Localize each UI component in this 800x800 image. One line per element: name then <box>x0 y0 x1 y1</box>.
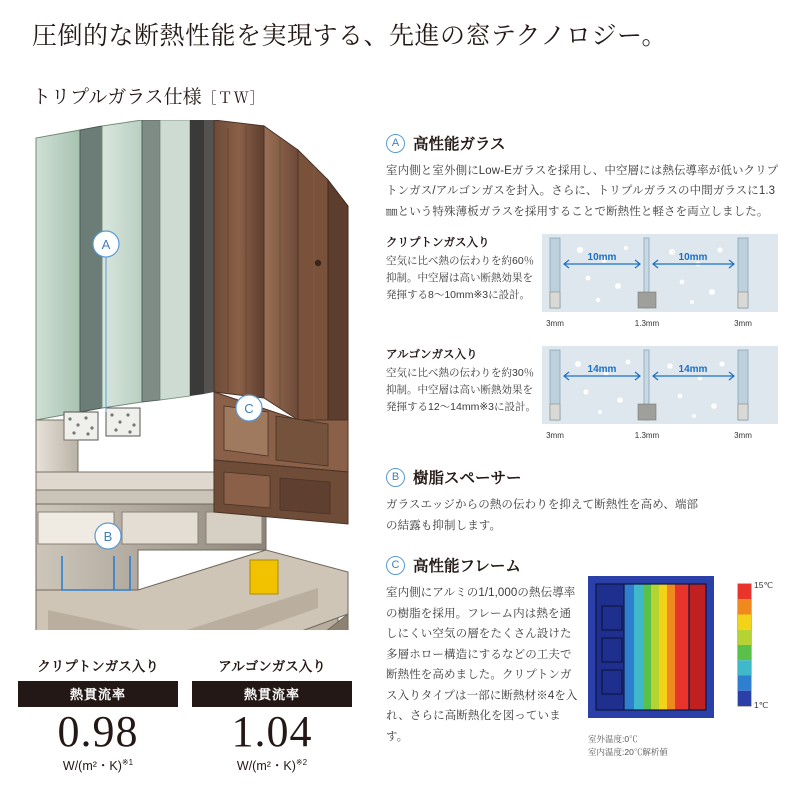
krypton-diagram <box>542 234 778 334</box>
value-card-note: ※1 <box>121 758 134 768</box>
subtitle-tag: ［ＴＷ］ <box>201 90 266 107</box>
value-card-krypton <box>18 655 178 774</box>
value-card-unit <box>192 756 352 774</box>
value-card-title: アルゴンガス入り <box>218 659 326 674</box>
krypton-desc: 空気に比べ熱の伝わりを約60％抑制。中空層は高い断熱効果を発揮する8〜10mm※3に設計。 <box>386 255 535 302</box>
argon-pane-label-1: 3mm <box>546 431 564 441</box>
marker-a-icon: A <box>386 134 405 153</box>
svg-text:C: C <box>244 401 254 416</box>
section-c <box>386 554 786 758</box>
callout-b-group <box>95 523 121 549</box>
krypton-block <box>386 234 786 334</box>
section-c-content <box>386 576 786 758</box>
value-card-band: 熱貫流率 <box>18 681 178 707</box>
window-cross-section-illustration <box>18 120 368 630</box>
krypton-gap-label-2: 10mm <box>678 252 708 264</box>
section-a <box>386 132 786 446</box>
section-b <box>386 466 786 536</box>
callout-c-group <box>236 395 262 421</box>
svg-text:A: A <box>101 237 111 252</box>
value-card-argon <box>192 655 352 774</box>
argon-pane-label-2: 1.3mm <box>634 431 660 441</box>
legend-bottom-label: 1℃ <box>754 700 769 711</box>
value-card-band: 熱貫流率 <box>192 681 352 707</box>
value-card-number: 1.04 <box>231 707 313 756</box>
value-card-number: 0.98 <box>57 707 139 756</box>
argon-diagram <box>542 346 778 446</box>
legend-top-label: 15℃ <box>754 580 774 591</box>
krypton-pane-label-2: 1.3mm <box>634 319 660 329</box>
value-card-title: クリプトンガス入り <box>37 659 159 674</box>
section-a-body: 室内側と室外側にLow-Eガラスを採用し、中空層には熱伝導率が低いクリプトンガス/アルゴンガスを封入。さらに、トリプルガラスの中間ガラスに1.3㎜という特殊薄板ガラスを採用することで断熱性と軽さを両立しました。 <box>386 165 779 218</box>
section-b-title: 樹脂スペーサー <box>413 470 522 488</box>
krypton-pane-label-3: 3mm <box>734 319 752 329</box>
section-c-text <box>386 576 582 758</box>
section-c-title: 高性能フレーム <box>413 558 521 576</box>
argon-desc: 空気に比べ熱の伝わりを約30％抑制。中空層は高い断熱効果を発揮する12〜14mm※3に設計。 <box>386 367 536 414</box>
argon-name: アルゴンガス入り <box>386 349 478 362</box>
performance-values <box>18 655 358 774</box>
krypton-text <box>386 234 536 334</box>
svg-text:B: B <box>103 529 113 544</box>
page-headline: 圧倒的な断熱性能を実現する、先進の窓テクノロジー。 <box>32 22 668 50</box>
right-content-column <box>386 132 786 758</box>
krypton-name: クリプトンガス入り <box>386 237 490 250</box>
argon-gap-label-1: 14mm <box>587 364 617 376</box>
section-a-title: 高性能ガラス <box>413 136 506 153</box>
argon-pane-label-3: 3mm <box>734 431 752 441</box>
marker-b-icon: B <box>386 468 405 487</box>
thermal-analysis-image <box>582 576 782 758</box>
section-b-body: ガラスエッジからの熱の伝わりを抑えて断熱性を高め、端部の結露も抑制します。 <box>386 499 699 532</box>
section-a-header <box>386 132 786 154</box>
value-card-note: ※2 <box>295 758 308 768</box>
krypton-pane-label-1: 3mm <box>546 319 564 329</box>
argon-text <box>386 346 536 446</box>
krypton-diagram-wrap <box>536 234 786 334</box>
section-b-header <box>386 466 786 488</box>
argon-diagram-wrap <box>536 346 786 446</box>
section-c-body: 室内側にアルミの1/1,000の熱伝導率の樹脂を採用。フレーム内は熱を通しにくい空気の層をたくさん設けた多層ホロー構造にするなどの工夫で断熱性を高めました。クリプトンガス入りタイプは一部に断熱材※4を入れ、さらに高断熱化を図っています。 <box>386 587 578 743</box>
value-card-unit-text: W/(m²・K) <box>236 759 296 774</box>
value-card-unit-text: W/(m²・K) <box>62 759 122 774</box>
section-c-header <box>386 554 786 576</box>
subtitle-text: トリプルガラス仕様 <box>32 87 202 108</box>
thermal-caption: 室外温度:0℃ 室内温度:20℃解析値 <box>588 734 668 757</box>
marker-c-icon: C <box>386 556 405 575</box>
krypton-gap-label-1: 10mm <box>587 252 617 264</box>
page-subtitle <box>32 82 266 109</box>
argon-block <box>386 346 786 446</box>
argon-gap-label-2: 14mm <box>678 364 708 376</box>
value-card-unit <box>18 756 178 774</box>
